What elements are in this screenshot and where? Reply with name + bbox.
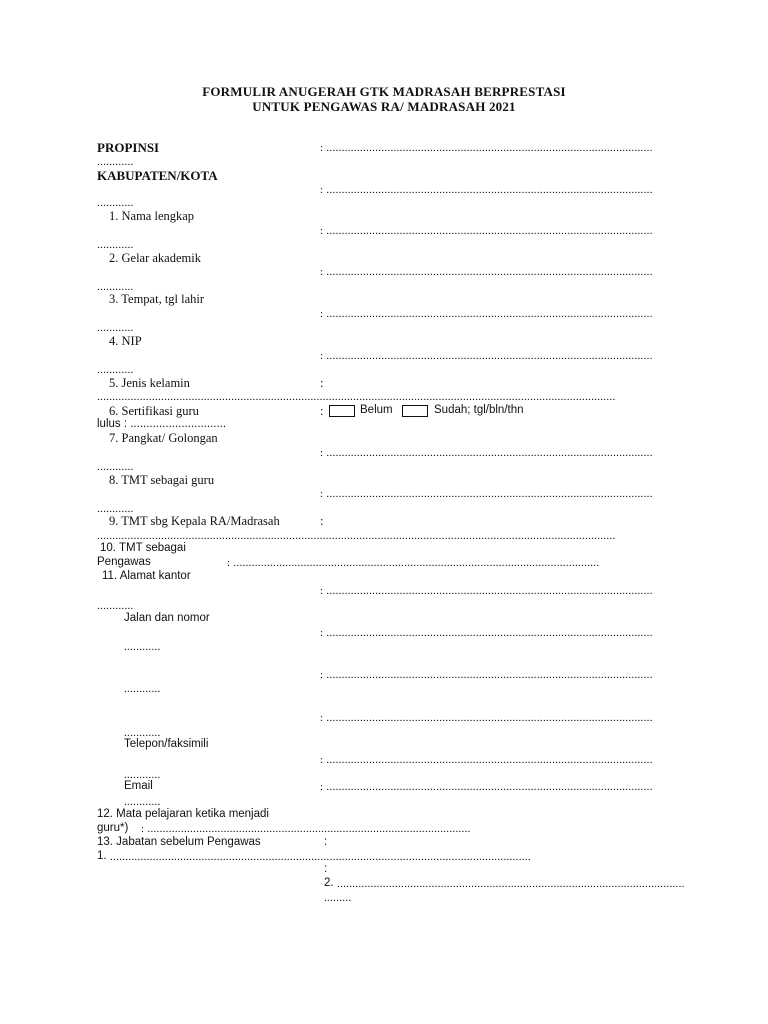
dots-email-tail: ............ — [124, 796, 161, 808]
label-tmt-pengawas-2: Pengawas — [97, 556, 151, 568]
input-jabatan-1[interactable]: .......................................................................................................................................... — [110, 851, 531, 863]
dots-jalan-tail: ............ — [124, 641, 161, 653]
input-gelar-akademik[interactable]: : ........................................................................................................... — [320, 266, 653, 278]
label-telepon-faksimili: Telepon/faksimili — [124, 738, 209, 750]
label-jabatan-2: 2. — [324, 877, 334, 889]
label-propinsi: PROPINSI — [97, 140, 160, 155]
input-jalan-nomor[interactable]: : ........................................................................................................... — [320, 627, 653, 639]
label-sudah: Sudah; tgl/bln/thn — [434, 404, 524, 416]
label-mata-pelajaran-1: 12. Mata pelajaran ketika menjadi — [97, 808, 269, 820]
input-nip[interactable]: : ........................................................................................................... — [320, 350, 653, 362]
label-jabatan-sebelum: 13. Jabatan sebelum Pengawas — [97, 836, 261, 848]
dots-propinsi-tail: ............ — [97, 156, 134, 168]
label-jabatan-1: 1. — [97, 850, 107, 862]
checkbox-belum[interactable] — [329, 405, 355, 417]
input-tempat-tgl-lahir[interactable]: : ........................................................................................................... — [320, 308, 653, 320]
colon-tmt-kepala: : — [320, 514, 324, 528]
label-nama-lengkap: 1. Nama lengkap — [109, 209, 195, 223]
input-email[interactable]: : ........................................................................................................... — [320, 781, 653, 793]
input-pangkat-golongan[interactable]: : ........................................................................................................... — [320, 447, 653, 459]
colon-jabatan-2: : — [324, 863, 328, 875]
input-alamat-line3[interactable]: : ........................................................................................................... — [320, 712, 653, 724]
colon-jenis-kelamin: : — [320, 376, 324, 390]
label-mata-pelajaran-2: guru*) — [97, 822, 129, 834]
colon-sertifikasi: : — [320, 404, 324, 418]
label-belum: Belum — [360, 404, 393, 416]
label-jenis-kelamin: 5. Jenis kelamin — [109, 376, 190, 390]
label-tmt-kepala: 9. TMT sbg Kepala RA/Madrasah — [109, 514, 280, 528]
dots-gelar-tail: ............ — [97, 281, 134, 293]
dots-tmt-guru-tail: ............ — [97, 503, 134, 515]
dots-alamat-line3-tail: ............ — [124, 727, 161, 739]
input-nama-lengkap[interactable]: : ........................................................................................................... — [320, 225, 653, 237]
label-nip: 4. NIP — [109, 334, 142, 348]
label-gelar-akademik: 2. Gelar akademik — [109, 251, 201, 265]
input-jenis-kelamin[interactable]: .......................................................................................................................................................................... — [97, 391, 616, 403]
input-jabatan-2[interactable]: .................................................................................................................. — [337, 878, 685, 890]
label-tmt-guru: 8. TMT sebagai guru — [109, 473, 215, 487]
dots-tempat-tail: ............ — [97, 322, 134, 334]
input-alamat-kantor[interactable]: : ........................................................................................................... — [320, 585, 653, 597]
label-email: Email — [124, 780, 153, 792]
dots-pangkat-tail: ............ — [97, 461, 134, 473]
input-propinsi[interactable]: : ........................................................................................................... — [320, 142, 653, 154]
dots-jabatan-2-tail: ......... — [324, 892, 352, 904]
input-kabupaten-kota[interactable]: : ........................................................................................................... — [320, 184, 653, 196]
dots-telepon-tail: ............ — [124, 769, 161, 781]
input-tmt-kepala[interactable]: .......................................................................................................................................................................... — [97, 530, 616, 542]
label-tempat-tgl-lahir: 3. Tempat, tgl lahir — [109, 292, 205, 306]
label-lulus: lulus : .............................. — [97, 418, 227, 430]
input-tmt-guru[interactable]: : ........................................................................................................... — [320, 488, 653, 500]
form-title-line2: UNTUK PENGAWAS RA/ MADRASAH 2021 — [252, 99, 516, 114]
label-jalan-nomor: Jalan dan nomor — [124, 612, 210, 624]
label-pangkat-golongan: 7. Pangkat/ Golongan — [109, 431, 218, 445]
label-alamat-kantor: 11. Alamat kantor — [102, 570, 191, 582]
colon-jabatan: : — [324, 836, 328, 848]
dots-nama-tail: ............ — [97, 239, 134, 251]
label-sertifikasi-guru: 6. Sertifikasi guru — [109, 404, 199, 418]
input-tmt-pengawas[interactable]: : ........................................................................................................................ — [227, 557, 600, 569]
label-tmt-pengawas-1: 10. TMT sebagai — [100, 542, 186, 554]
dots-nip-tail: ............ — [97, 364, 134, 376]
label-kabupaten-kota: KABUPATEN/KOTA — [97, 168, 218, 183]
form-title-line1: FORMULIR ANUGERAH GTK MADRASAH BERPRESTASI — [202, 84, 566, 99]
input-alamat-line2[interactable]: : ........................................................................................................... — [320, 669, 653, 681]
dots-alamat-line2-tail: ............ — [124, 683, 161, 695]
dots-kabupaten-tail: ............ — [97, 197, 134, 209]
input-mata-pelajaran[interactable]: : .......................................................................................................... — [141, 823, 471, 835]
checkbox-sudah[interactable] — [402, 405, 428, 417]
input-telepon-faksimili[interactable]: : ........................................................................................................... — [320, 754, 653, 766]
dots-alamat-tail: ............ — [97, 600, 134, 612]
